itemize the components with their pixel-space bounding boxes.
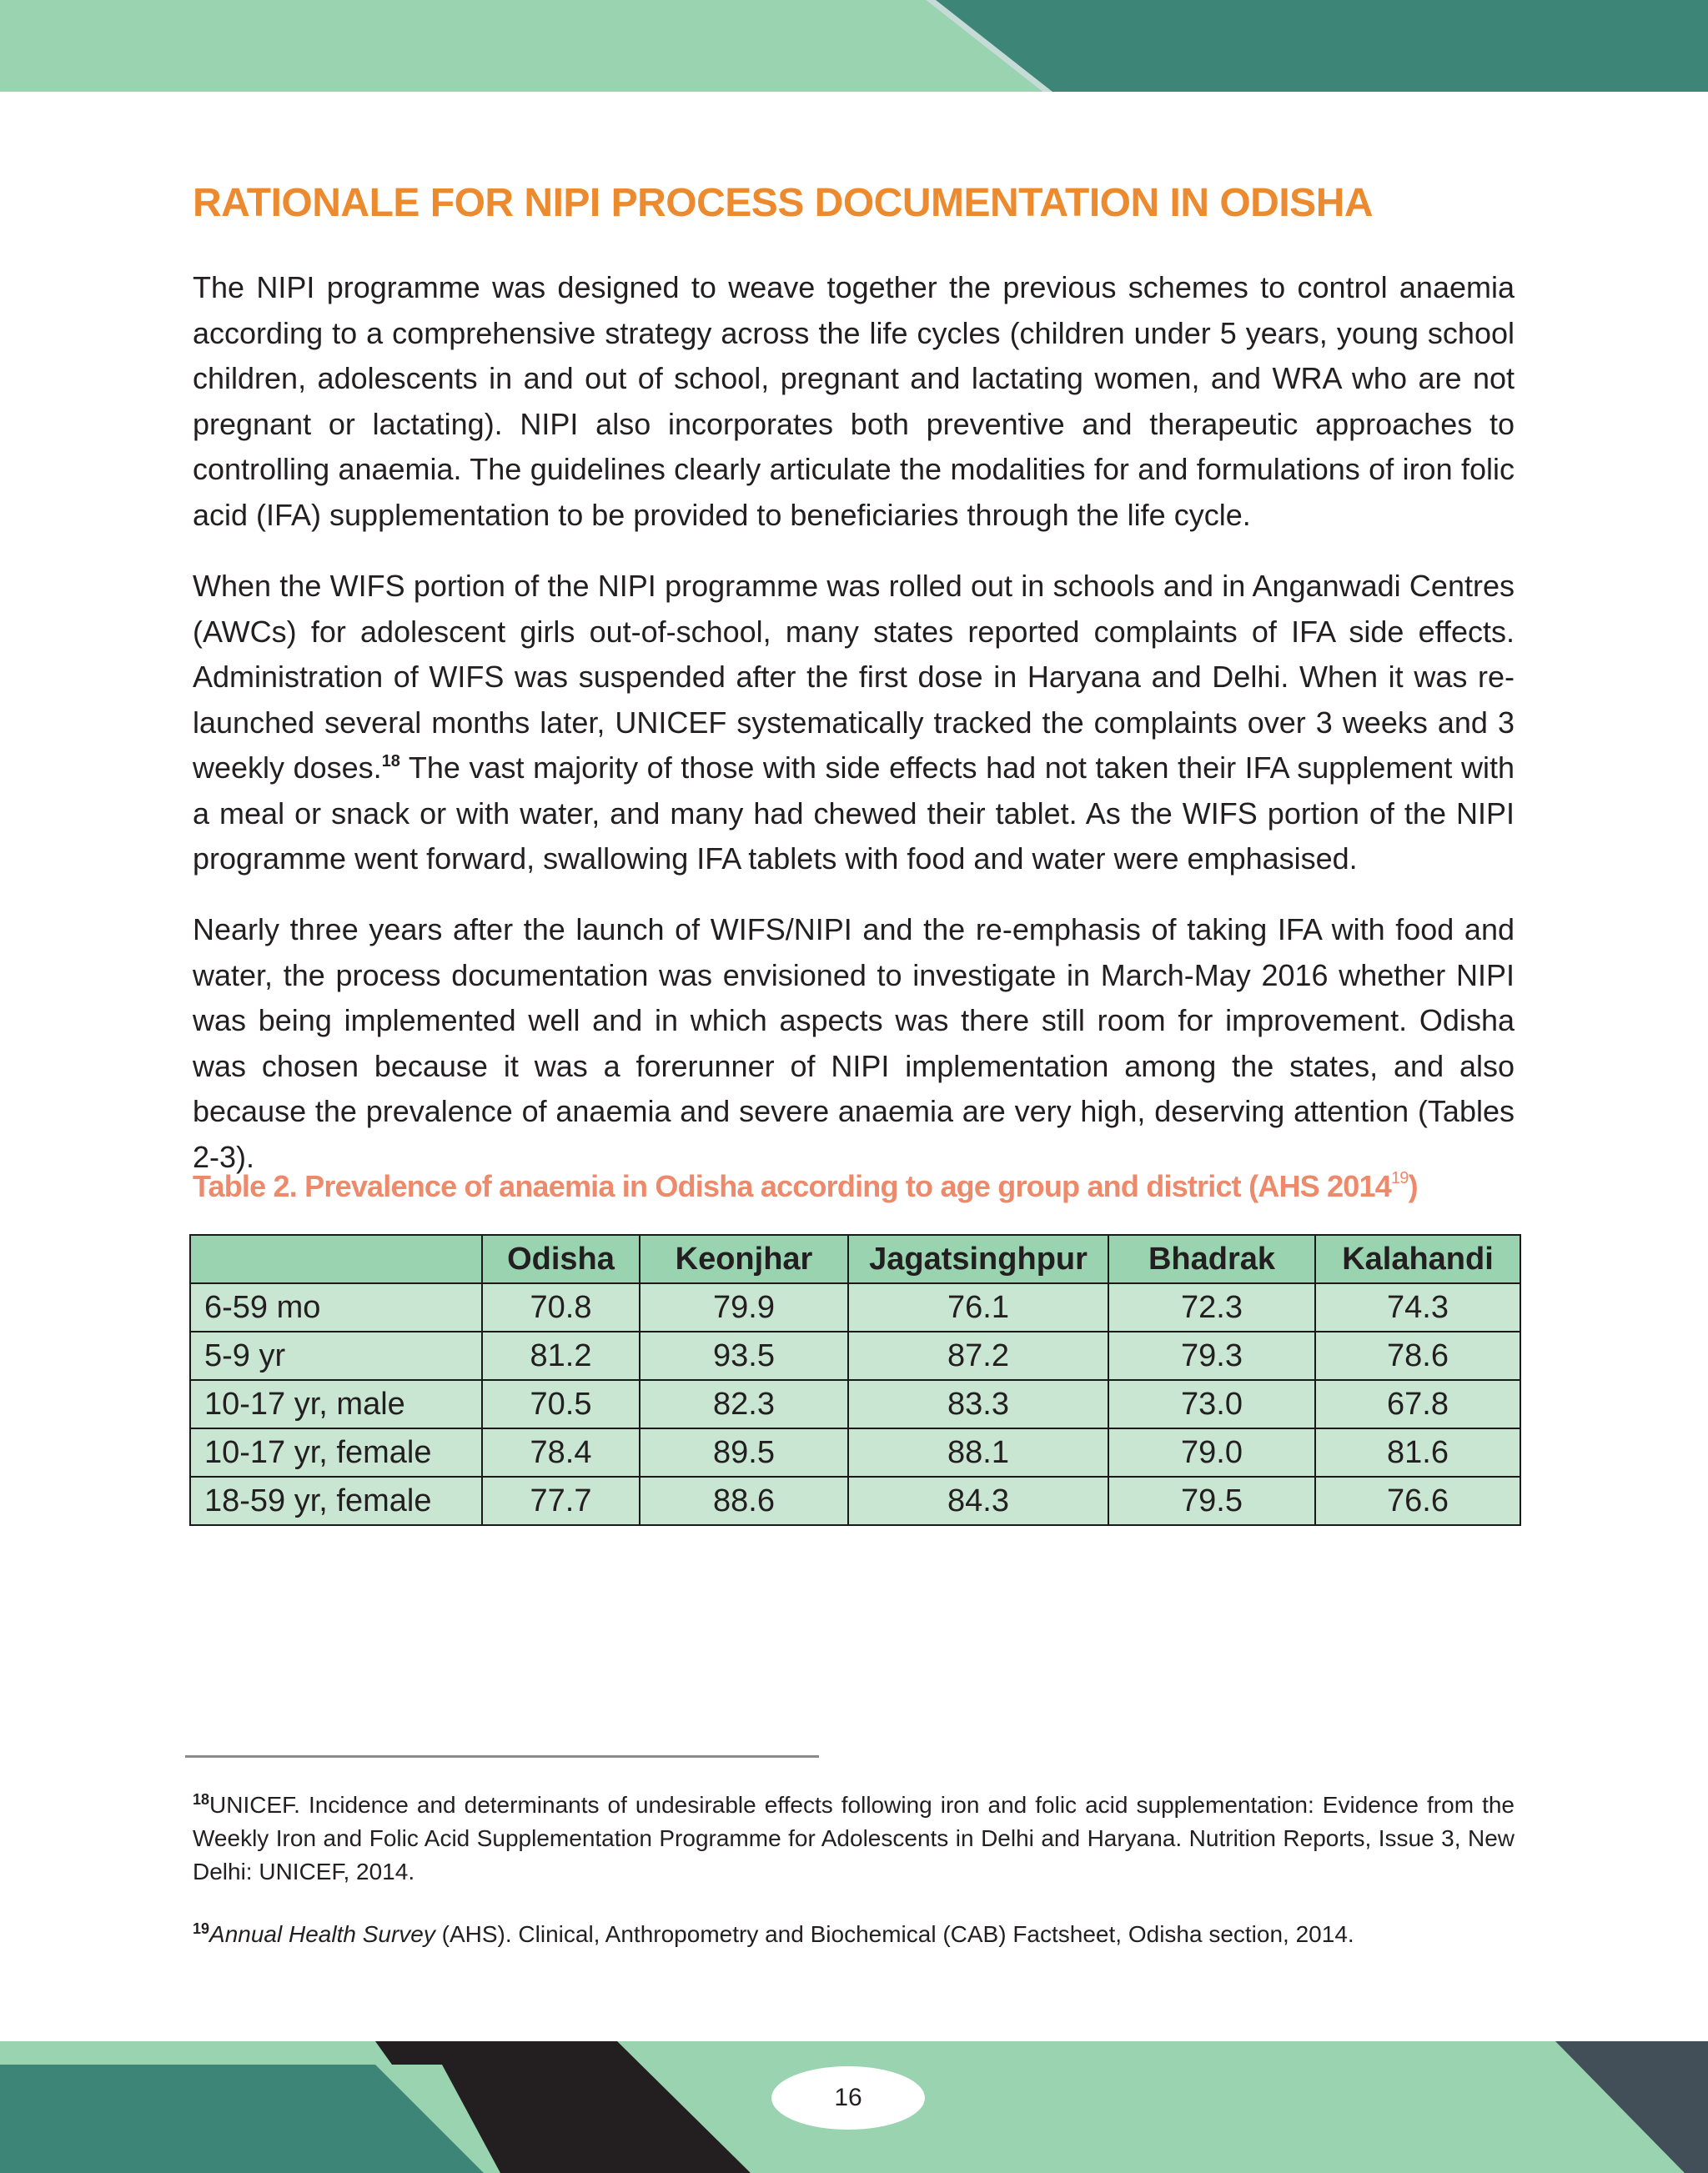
paragraph-process-documentation: Nearly three years after the launch of WIFS/NIPI and the re-emphasis of taking IFA with food and water, the process documentation was envisioned to investigate in March-May 2016 whether NIPI was being implemented well and in which aspects was there still room for improvement. Odisha was chosen because it was a forerunner of NIPI implementation among the states, and also because the prevalence of anaemia and severe anaemia are very high, deserving attention (Tables 2-3). <box>193 912 1515 1174</box>
table-cell: 82.3 <box>640 1380 848 1428</box>
table-cell: 77.7 <box>482 1477 640 1525</box>
table-cell: 78.4 <box>482 1428 640 1477</box>
footnote-marker: 18 <box>193 1791 210 1808</box>
footnote-text: (AHS). Clinical, Anthropometry and Biochemical (CAB) Factsheet, Odisha section, 2014. <box>435 1921 1354 1947</box>
row-label: 5-9 yr <box>190 1332 482 1380</box>
footnote-18 <box>193 1789 1515 1889</box>
table-cell: 84.3 <box>848 1477 1108 1525</box>
footnote-ref-18[interactable]: 18 <box>381 752 400 770</box>
table-row <box>190 1477 1520 1525</box>
row-label: 6-59 mo <box>190 1283 482 1332</box>
table-cell: 89.5 <box>640 1428 848 1477</box>
row-label: 10-17 yr, female <box>190 1428 482 1477</box>
paragraph-nipi-design: The NIPI programme was designed to weave together the previous schemes to control anaemia according to a comprehensive strategy across the life cycles (children under 5 years, young school children, adolescents in and out of school, pregnant and lactating women, and WRA who are not pregnant or lactating). NIPI also incorporates both preventive and therapeutic approaches to controlling anaemia. The guidelines clearly articulate the modalities for and formulations of iron folic acid (IFA) supplementation to be provided to beneficiaries through the life cycle. <box>193 270 1515 532</box>
table-cell: 87.2 <box>848 1332 1108 1380</box>
table-header-cell: Odisha <box>482 1235 640 1283</box>
table-row <box>190 1380 1520 1428</box>
footnote-divider <box>185 1755 819 1758</box>
table-row <box>190 1428 1520 1477</box>
table-header-row <box>190 1235 1520 1283</box>
table-cell: 73.0 <box>1108 1380 1315 1428</box>
table-cell: 79.5 <box>1108 1477 1315 1525</box>
table-header-cell: Bhadrak <box>1108 1235 1315 1283</box>
table-cell: 79.0 <box>1108 1428 1315 1477</box>
table-cell: 81.6 <box>1315 1428 1520 1477</box>
table-row <box>190 1283 1520 1332</box>
table-caption <box>193 1163 1610 1210</box>
table-cell: 74.3 <box>1315 1283 1520 1332</box>
footnote-19 <box>193 1918 1515 1951</box>
table-cell: 70.5 <box>482 1380 640 1428</box>
table-header-cell: Keonjhar <box>640 1235 848 1283</box>
table-cell: 81.2 <box>482 1332 640 1380</box>
footnote-source-title: Annual Health Survey <box>209 1921 435 1947</box>
table-cell: 76.6 <box>1315 1477 1520 1525</box>
table-cell: 72.3 <box>1108 1283 1315 1332</box>
table-cell: 88.6 <box>640 1477 848 1525</box>
table-cell: 67.8 <box>1315 1380 1520 1428</box>
page-number: 16 <box>771 2066 925 2130</box>
table-caption-text: Table 2. Prevalence of anaemia in Odisha according to age group and district (AHS 2014 <box>193 1169 1391 1203</box>
table-cell: 76.1 <box>848 1283 1108 1332</box>
top-decorative-band <box>0 0 1708 93</box>
table-row <box>190 1332 1520 1380</box>
paragraph-text: The vast majority of those with side effects had not taken their IFA supplement with a meal or snack or with water, and many had chewed their tablet. As the WIFS portion of the NIPI programme went forward, swallowing IFA tablets with food and water were emphasised. <box>193 750 1515 876</box>
row-label: 18-59 yr, female <box>190 1477 482 1525</box>
footnote-text: UNICEF. Incidence and determinants of undesirable effects following iron and folic acid supplementation: Evidence from the Weekly Iron and Folic Acid Supplementation Programme for Adolescents in Delhi and Haryana. Nutrition Reports, Issue 3, New Delhi: UNICEF, 2014. <box>193 1792 1515 1884</box>
table-cell: 79.3 <box>1108 1332 1315 1380</box>
table-cell: 83.3 <box>848 1380 1108 1428</box>
paragraph-wifs-rollout <box>193 564 1515 882</box>
table-caption-close: ) <box>1408 1169 1418 1203</box>
table-cell: 79.9 <box>640 1283 848 1332</box>
table-header-cell: Kalahandi <box>1315 1235 1520 1283</box>
row-label: 10-17 yr, male <box>190 1380 482 1428</box>
table-cell: 70.8 <box>482 1283 640 1332</box>
table-cell: 78.6 <box>1315 1332 1520 1380</box>
anaemia-prevalence-table <box>189 1234 1521 1526</box>
footnote-marker: 19 <box>193 1920 210 1937</box>
footnote-ref-19[interactable]: 19 <box>1390 1169 1409 1187</box>
table-cell: 88.1 <box>848 1428 1108 1477</box>
table-header-cell: Jagatsinghpur <box>848 1235 1108 1283</box>
paragraph-text: When the WIFS portion of the NIPI programme was rolled out in schools and in Anganwadi Centres (AWCs) for adolescent girls out-of-school, many states reported complaints of IFA side effects. Administration of WIFS was suspended after the first dose in Haryana and Delhi. When it was re-launched several months later, UNICEF systematically tracked the complaints over 3 weeks and 3 weekly doses. <box>193 569 1515 785</box>
page-title: RATIONALE FOR NIPI PROCESS DOCUMENTATION IN ODISHA <box>193 181 1374 225</box>
table-cell: 93.5 <box>640 1332 848 1380</box>
table-header-cell <box>190 1235 482 1283</box>
